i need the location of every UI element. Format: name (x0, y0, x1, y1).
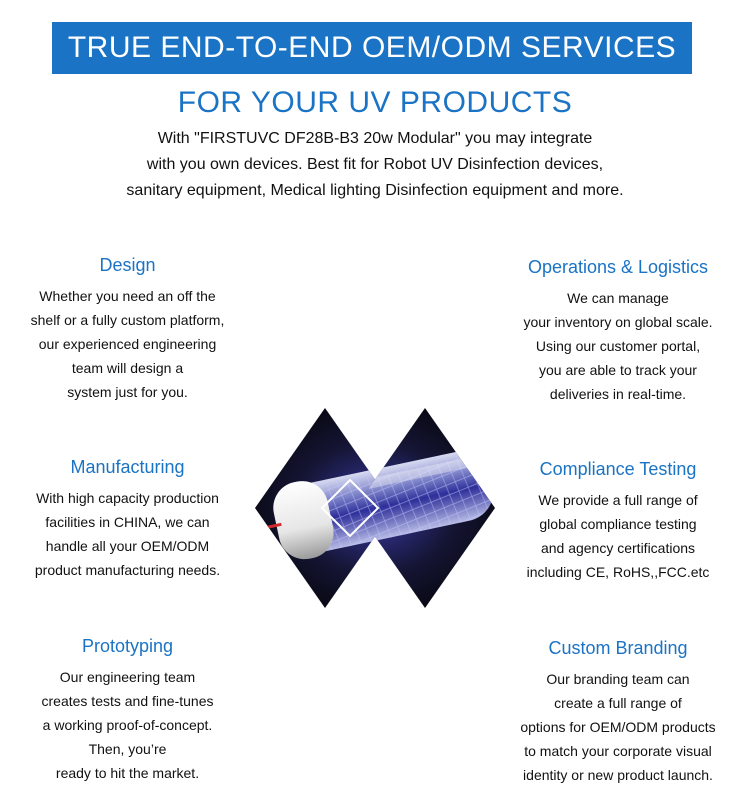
design-section (10, 255, 245, 404)
section-title: Design (99, 255, 156, 275)
intro-line: sanitary equipment, Medical lighting Disinfection equipment and more. (126, 182, 624, 199)
intro-line: With "FIRSTUVC DF28B-B3 20w Modular" you may integrate (157, 130, 593, 147)
page-subtitle: FOR YOUR UV PRODUCTS (177, 86, 573, 119)
intro-text (0, 126, 750, 204)
section-title: Custom Branding (548, 638, 688, 658)
section-title: Prototyping (81, 636, 174, 656)
compliance-section (498, 459, 738, 584)
section-text: With high capacity production facilities in CHINA, we can handle all your OEM/ODM product manufacturing needs. (34, 490, 221, 578)
section-text: Whether you need an off the shelf or a fully custom platform, our experienced engineering team will design a system just for you. (30, 288, 225, 400)
branding-section (498, 638, 738, 787)
manufacturing-section (10, 457, 245, 582)
section-text: Our engineering team creates tests and fine-tunes a working proof-of-concept. Then, you’re ready to hit the market. (41, 669, 214, 781)
section-title: Operations & Logistics (527, 257, 709, 277)
intro-line: with you own devices. Best fit for Robot UV Disinfection devices, (146, 156, 604, 173)
prototyping-section (10, 636, 245, 785)
uv-lamp-image (255, 408, 495, 608)
section-text: We can manage your inventory on global scale. Using our customer portal, you are able to track your deliveries in real-time. (523, 290, 713, 402)
operations-section (498, 257, 738, 406)
section-title: Manufacturing (70, 457, 185, 477)
section-title: Compliance Testing (539, 459, 697, 479)
section-text: We provide a full range of global compliance testing and agency certifications including CE, RoHS,,FCC.etc (526, 492, 710, 580)
header-banner: TRUE END-TO-END OEM/ODM SERVICES (52, 22, 692, 74)
section-text: Our branding team can create a full range of options for OEM/ODM products to match your corporate visual identity or new product launch. (520, 671, 716, 783)
